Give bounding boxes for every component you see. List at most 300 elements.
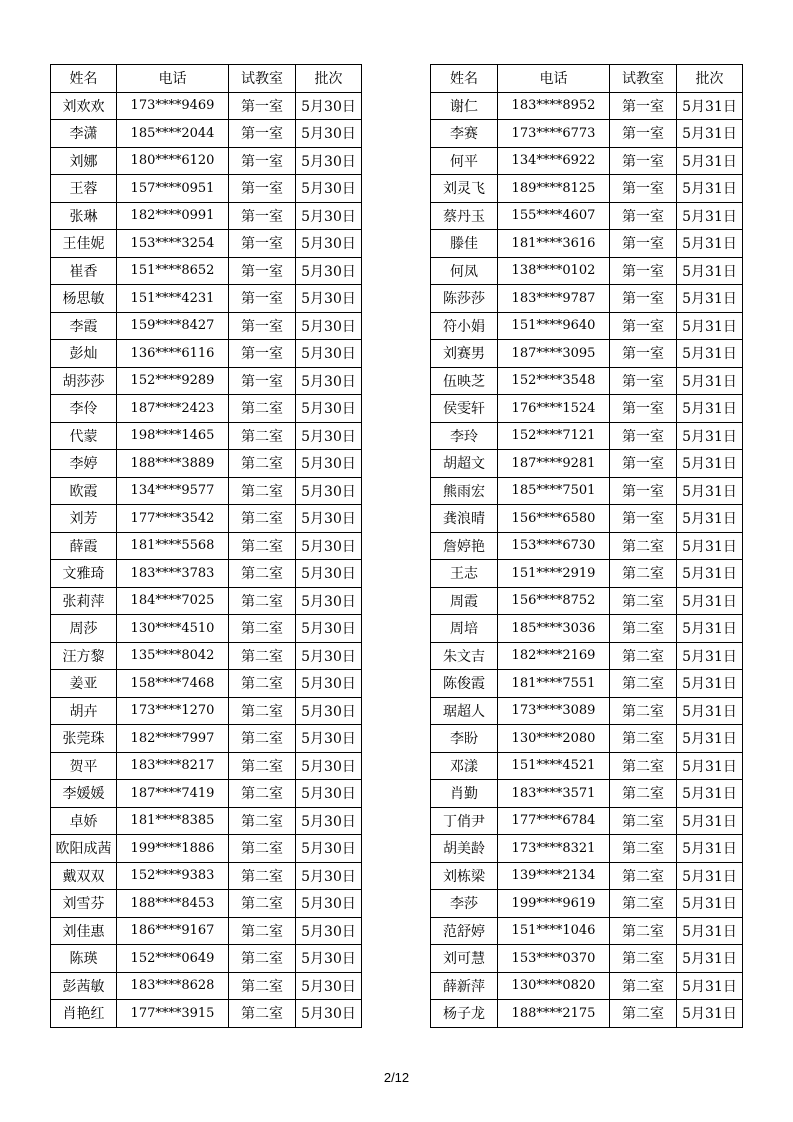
- table-row: [51, 587, 362, 615]
- batch-cell: 5月30日: [296, 340, 362, 368]
- batch-cell: 5月31日: [677, 890, 743, 918]
- table-row: [51, 807, 362, 835]
- phone-cell: 198****1465: [117, 422, 229, 450]
- batch-cell: 5月30日: [296, 505, 362, 533]
- room-cell: 第二室: [229, 642, 296, 670]
- room-cell: 第二室: [610, 560, 677, 588]
- table-row: [431, 285, 743, 313]
- table-row: [431, 1000, 743, 1028]
- room-cell: 第一室: [610, 395, 677, 423]
- room-cell: 第一室: [229, 92, 296, 120]
- batch-cell: 5月30日: [296, 285, 362, 313]
- phone-cell: 185****7501: [498, 477, 610, 505]
- phone-cell: 139****2134: [498, 862, 610, 890]
- phone-cell: 152****0649: [117, 945, 229, 973]
- batch-cell: 5月31日: [677, 642, 743, 670]
- phone-cell: 189****8125: [498, 175, 610, 203]
- table-row: [51, 477, 362, 505]
- room-cell: 第一室: [610, 120, 677, 148]
- phone-cell: 151****4231: [117, 285, 229, 313]
- table-row: [431, 340, 743, 368]
- phone-cell: 177****6784: [498, 807, 610, 835]
- name-cell: 何凤: [431, 257, 498, 285]
- header-batch: 批次: [677, 65, 743, 93]
- room-cell: 第一室: [610, 422, 677, 450]
- name-cell: 戴双双: [51, 862, 117, 890]
- phone-cell: 173****1270: [117, 697, 229, 725]
- room-cell: 第二室: [229, 560, 296, 588]
- table-row: [51, 395, 362, 423]
- batch-cell: 5月30日: [296, 890, 362, 918]
- batch-cell: 5月31日: [677, 340, 743, 368]
- room-cell: 第一室: [229, 175, 296, 203]
- room-cell: 第一室: [610, 175, 677, 203]
- phone-cell: 135****8042: [117, 642, 229, 670]
- room-cell: 第二室: [610, 697, 677, 725]
- batch-cell: 5月31日: [677, 202, 743, 230]
- table-row: [51, 670, 362, 698]
- table-row: [51, 175, 362, 203]
- batch-cell: 5月31日: [677, 147, 743, 175]
- phone-cell: 157****0951: [117, 175, 229, 203]
- room-cell: 第二室: [610, 725, 677, 753]
- phone-cell: 136****6116: [117, 340, 229, 368]
- room-cell: 第二室: [229, 505, 296, 533]
- table-row: [431, 807, 743, 835]
- phone-cell: 182****2169: [498, 642, 610, 670]
- room-cell: 第一室: [229, 202, 296, 230]
- room-cell: 第二室: [229, 752, 296, 780]
- batch-cell: 5月31日: [677, 697, 743, 725]
- table-row: [51, 285, 362, 313]
- name-cell: 贺平: [51, 752, 117, 780]
- table-row: [431, 972, 743, 1000]
- batch-cell: 5月31日: [677, 780, 743, 808]
- phone-cell: 183****3571: [498, 780, 610, 808]
- batch-cell: 5月31日: [677, 532, 743, 560]
- batch-cell: 5月30日: [296, 1000, 362, 1028]
- table-row: [51, 615, 362, 643]
- phone-cell: 151****2919: [498, 560, 610, 588]
- header-phone: 电话: [498, 65, 610, 93]
- batch-cell: 5月30日: [296, 670, 362, 698]
- room-cell: 第二室: [229, 945, 296, 973]
- batch-cell: 5月30日: [296, 697, 362, 725]
- name-cell: 朱文吉: [431, 642, 498, 670]
- table-row: [431, 147, 743, 175]
- header-room: 试教室: [229, 65, 296, 93]
- table-header-row: [51, 65, 362, 93]
- phone-cell: 181****3616: [498, 230, 610, 258]
- batch-cell: 5月30日: [296, 395, 362, 423]
- batch-cell: 5月30日: [296, 807, 362, 835]
- batch-cell: 5月31日: [677, 752, 743, 780]
- batch-cell: 5月31日: [677, 807, 743, 835]
- table-row: [51, 862, 362, 890]
- table-row: [431, 587, 743, 615]
- batch-cell: 5月31日: [677, 257, 743, 285]
- name-cell: 肖勤: [431, 780, 498, 808]
- name-cell: 崔香: [51, 257, 117, 285]
- phone-cell: 156****8752: [498, 587, 610, 615]
- phone-cell: 151****9640: [498, 312, 610, 340]
- header-phone: 电话: [117, 65, 229, 93]
- name-cell: 刘灵飞: [431, 175, 498, 203]
- batch-cell: 5月30日: [296, 725, 362, 753]
- phone-cell: 151****8652: [117, 257, 229, 285]
- name-cell: 王蓉: [51, 175, 117, 203]
- table-row: [51, 505, 362, 533]
- room-cell: 第一室: [610, 505, 677, 533]
- name-cell: 詹婷艳: [431, 532, 498, 560]
- batch-cell: 5月31日: [677, 120, 743, 148]
- table-row: [51, 450, 362, 478]
- batch-cell: 5月31日: [677, 835, 743, 863]
- table-row: [51, 560, 362, 588]
- name-cell: 符小娟: [431, 312, 498, 340]
- name-cell: 肖艳红: [51, 1000, 117, 1028]
- room-cell: 第二室: [229, 615, 296, 643]
- batch-cell: 5月31日: [677, 862, 743, 890]
- room-cell: 第一室: [229, 285, 296, 313]
- table-row: [51, 752, 362, 780]
- name-cell: 周霞: [431, 587, 498, 615]
- batch-cell: 5月30日: [296, 312, 362, 340]
- table-row: [431, 505, 743, 533]
- name-cell: 龚浪晴: [431, 505, 498, 533]
- batch-cell: 5月30日: [296, 752, 362, 780]
- room-cell: 第二室: [229, 917, 296, 945]
- batch-cell: 5月31日: [677, 587, 743, 615]
- room-cell: 第二室: [610, 532, 677, 560]
- batch-cell: 5月30日: [296, 202, 362, 230]
- phone-cell: 182****0991: [117, 202, 229, 230]
- table-row: [431, 257, 743, 285]
- name-cell: 陈俊霞: [431, 670, 498, 698]
- room-cell: 第二室: [229, 1000, 296, 1028]
- phone-cell: 187****9281: [498, 450, 610, 478]
- batch-cell: 5月31日: [677, 230, 743, 258]
- name-cell: 胡莎莎: [51, 367, 117, 395]
- batch-cell: 5月30日: [296, 560, 362, 588]
- table-row: [51, 780, 362, 808]
- phone-cell: 159****8427: [117, 312, 229, 340]
- room-cell: 第一室: [610, 230, 677, 258]
- room-cell: 第二室: [229, 780, 296, 808]
- batch-cell: 5月30日: [296, 972, 362, 1000]
- name-cell: 刘雪芬: [51, 890, 117, 918]
- room-cell: 第二室: [229, 862, 296, 890]
- room-cell: 第二室: [610, 752, 677, 780]
- name-cell: 刘欢欢: [51, 92, 117, 120]
- room-cell: 第一室: [229, 147, 296, 175]
- phone-cell: 153****6730: [498, 532, 610, 560]
- batch-cell: 5月31日: [677, 560, 743, 588]
- room-cell: 第二室: [610, 780, 677, 808]
- room-cell: 第二室: [610, 1000, 677, 1028]
- batch-cell: 5月30日: [296, 257, 362, 285]
- phone-cell: 188****3889: [117, 450, 229, 478]
- name-cell: 薛霞: [51, 532, 117, 560]
- table-row: [431, 477, 743, 505]
- name-cell: 彭灿: [51, 340, 117, 368]
- table-row: [431, 615, 743, 643]
- phone-cell: 199****9619: [498, 890, 610, 918]
- table-row: [431, 862, 743, 890]
- room-cell: 第二室: [229, 725, 296, 753]
- table-row: [431, 312, 743, 340]
- table-row: [51, 230, 362, 258]
- batch-cell: 5月31日: [677, 615, 743, 643]
- room-cell: 第一室: [610, 257, 677, 285]
- phone-cell: 151****4521: [498, 752, 610, 780]
- name-cell: 刘赛男: [431, 340, 498, 368]
- room-cell: 第一室: [229, 312, 296, 340]
- room-cell: 第二室: [229, 670, 296, 698]
- phone-cell: 186****9167: [117, 917, 229, 945]
- batch-cell: 5月31日: [677, 725, 743, 753]
- phone-cell: 183****8952: [498, 92, 610, 120]
- table-row: [431, 642, 743, 670]
- roster-body-right: [431, 92, 743, 1027]
- phone-cell: 152****9383: [117, 862, 229, 890]
- phone-cell: 151****1046: [498, 917, 610, 945]
- phone-cell: 173****9469: [117, 92, 229, 120]
- room-cell: 第二室: [610, 807, 677, 835]
- phone-cell: 158****7468: [117, 670, 229, 698]
- table-row: [51, 202, 362, 230]
- name-cell: 李潇: [51, 120, 117, 148]
- batch-cell: 5月30日: [296, 917, 362, 945]
- phone-cell: 130****4510: [117, 615, 229, 643]
- batch-cell: 5月30日: [296, 367, 362, 395]
- name-cell: 熊雨宏: [431, 477, 498, 505]
- name-cell: 薛新萍: [431, 972, 498, 1000]
- header-room: 试教室: [610, 65, 677, 93]
- phone-cell: 187****7419: [117, 780, 229, 808]
- table-row: [431, 835, 743, 863]
- room-cell: 第二室: [610, 587, 677, 615]
- room-cell: 第一室: [610, 477, 677, 505]
- batch-cell: 5月30日: [296, 450, 362, 478]
- table-row: [51, 532, 362, 560]
- batch-cell: 5月30日: [296, 642, 362, 670]
- table-row: [431, 670, 743, 698]
- name-cell: 王志: [431, 560, 498, 588]
- header-name: 姓名: [431, 65, 498, 93]
- name-cell: 姜亚: [51, 670, 117, 698]
- table-row: [431, 725, 743, 753]
- table-row: [51, 367, 362, 395]
- name-cell: 李赛: [431, 120, 498, 148]
- batch-cell: 5月31日: [677, 175, 743, 203]
- name-cell: 欧阳成茜: [51, 835, 117, 863]
- room-cell: 第二室: [229, 422, 296, 450]
- phone-cell: 187****3095: [498, 340, 610, 368]
- name-cell: 刘可慧: [431, 945, 498, 973]
- table-row: [431, 92, 743, 120]
- batch-cell: 5月30日: [296, 835, 362, 863]
- room-cell: 第二室: [610, 670, 677, 698]
- phone-cell: 177****3542: [117, 505, 229, 533]
- name-cell: 刘佳惠: [51, 917, 117, 945]
- batch-cell: 5月30日: [296, 92, 362, 120]
- name-cell: 胡超文: [431, 450, 498, 478]
- name-cell: 卓娇: [51, 807, 117, 835]
- room-cell: 第二室: [610, 945, 677, 973]
- name-cell: 李媛媛: [51, 780, 117, 808]
- name-cell: 刘娜: [51, 147, 117, 175]
- room-cell: 第二室: [229, 890, 296, 918]
- name-cell: 彭茜敏: [51, 972, 117, 1000]
- name-cell: 胡卉: [51, 697, 117, 725]
- room-cell: 第二室: [610, 972, 677, 1000]
- phone-cell: 152****7121: [498, 422, 610, 450]
- batch-cell: 5月31日: [677, 670, 743, 698]
- room-cell: 第一室: [610, 285, 677, 313]
- name-cell: 刘芳: [51, 505, 117, 533]
- room-cell: 第一室: [229, 340, 296, 368]
- phone-cell: 134****9577: [117, 477, 229, 505]
- table-row: [431, 202, 743, 230]
- phone-cell: 184****7025: [117, 587, 229, 615]
- name-cell: 谢仁: [431, 92, 498, 120]
- batch-cell: 5月31日: [677, 312, 743, 340]
- phone-cell: 138****0102: [498, 257, 610, 285]
- batch-cell: 5月31日: [677, 367, 743, 395]
- name-cell: 陈瑛: [51, 945, 117, 973]
- batch-cell: 5月31日: [677, 945, 743, 973]
- phone-cell: 152****9289: [117, 367, 229, 395]
- table-row: [51, 120, 362, 148]
- name-cell: 琚超人: [431, 697, 498, 725]
- table-row: [431, 120, 743, 148]
- room-cell: 第二室: [229, 972, 296, 1000]
- phone-cell: 183****9787: [498, 285, 610, 313]
- table-row: [51, 972, 362, 1000]
- batch-cell: 5月30日: [296, 230, 362, 258]
- name-cell: 李婷: [51, 450, 117, 478]
- table-header-row: [431, 65, 743, 93]
- name-cell: 代蒙: [51, 422, 117, 450]
- phone-cell: 187****2423: [117, 395, 229, 423]
- name-cell: 王佳妮: [51, 230, 117, 258]
- phone-cell: 183****8217: [117, 752, 229, 780]
- room-cell: 第一室: [229, 120, 296, 148]
- room-cell: 第一室: [610, 147, 677, 175]
- batch-cell: 5月30日: [296, 422, 362, 450]
- phone-cell: 155****4607: [498, 202, 610, 230]
- table-row: [431, 175, 743, 203]
- table-row: [431, 890, 743, 918]
- table-row: [431, 395, 743, 423]
- room-cell: 第一室: [610, 312, 677, 340]
- table-row: [51, 312, 362, 340]
- batch-cell: 5月31日: [677, 422, 743, 450]
- room-cell: 第二室: [229, 395, 296, 423]
- batch-cell: 5月30日: [296, 615, 362, 643]
- room-cell: 第一室: [229, 367, 296, 395]
- room-cell: 第二室: [229, 835, 296, 863]
- name-cell: 范舒婷: [431, 917, 498, 945]
- table-row: [431, 752, 743, 780]
- name-cell: 侯雯轩: [431, 395, 498, 423]
- phone-cell: 153****3254: [117, 230, 229, 258]
- phone-cell: 173****3089: [498, 697, 610, 725]
- name-cell: 周莎: [51, 615, 117, 643]
- batch-cell: 5月30日: [296, 120, 362, 148]
- batch-cell: 5月31日: [677, 477, 743, 505]
- batch-cell: 5月30日: [296, 175, 362, 203]
- batch-cell: 5月30日: [296, 780, 362, 808]
- room-cell: 第一室: [610, 340, 677, 368]
- batch-cell: 5月31日: [677, 450, 743, 478]
- name-cell: 刘栋梁: [431, 862, 498, 890]
- table-row: [431, 450, 743, 478]
- phone-cell: 182****7997: [117, 725, 229, 753]
- table-row: [51, 257, 362, 285]
- phone-cell: 185****2044: [117, 120, 229, 148]
- batch-cell: 5月31日: [677, 505, 743, 533]
- room-cell: 第二室: [229, 807, 296, 835]
- batch-cell: 5月30日: [296, 477, 362, 505]
- table-row: [51, 1000, 362, 1028]
- room-cell: 第二室: [229, 587, 296, 615]
- name-cell: 李伶: [51, 395, 117, 423]
- room-cell: 第二室: [229, 532, 296, 560]
- table-row: [431, 917, 743, 945]
- name-cell: 杨子龙: [431, 1000, 498, 1028]
- table-row: [431, 780, 743, 808]
- table-row: [51, 642, 362, 670]
- table-row: [51, 835, 362, 863]
- phone-cell: 181****8385: [117, 807, 229, 835]
- table-row: [51, 725, 362, 753]
- room-cell: 第二室: [229, 697, 296, 725]
- table-row: [431, 945, 743, 973]
- batch-cell: 5月31日: [677, 285, 743, 313]
- table-row: [431, 230, 743, 258]
- phone-cell: 199****1886: [117, 835, 229, 863]
- table-row: [51, 147, 362, 175]
- name-cell: 张莉萍: [51, 587, 117, 615]
- name-cell: 杨思敏: [51, 285, 117, 313]
- name-cell: 丁俏尹: [431, 807, 498, 835]
- batch-cell: 5月30日: [296, 532, 362, 560]
- roster-body-left: [51, 92, 362, 1027]
- table-row: [51, 92, 362, 120]
- room-cell: 第二室: [610, 615, 677, 643]
- phone-cell: 177****3915: [117, 1000, 229, 1028]
- name-cell: 伍映芝: [431, 367, 498, 395]
- name-cell: 陈莎莎: [431, 285, 498, 313]
- phone-cell: 156****6580: [498, 505, 610, 533]
- room-cell: 第二室: [229, 477, 296, 505]
- room-cell: 第一室: [610, 450, 677, 478]
- room-cell: 第二室: [610, 642, 677, 670]
- name-cell: 张琳: [51, 202, 117, 230]
- name-cell: 文雅琦: [51, 560, 117, 588]
- phone-cell: 181****7551: [498, 670, 610, 698]
- phone-cell: 173****6773: [498, 120, 610, 148]
- name-cell: 周培: [431, 615, 498, 643]
- phone-cell: 181****5568: [117, 532, 229, 560]
- phone-cell: 183****3783: [117, 560, 229, 588]
- table-row: [51, 697, 362, 725]
- phone-cell: 153****0370: [498, 945, 610, 973]
- room-cell: 第二室: [610, 835, 677, 863]
- phone-cell: 185****3036: [498, 615, 610, 643]
